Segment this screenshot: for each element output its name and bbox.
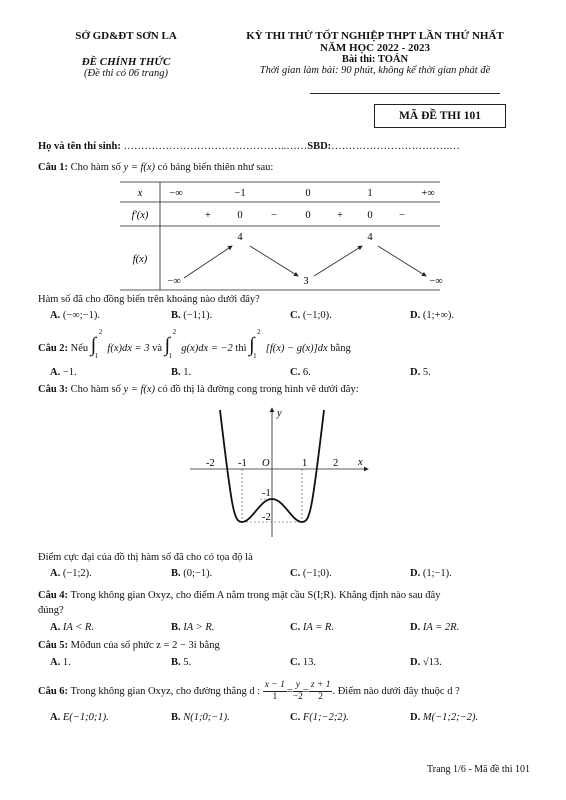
q3-text2: có đồ thị là đường cong trong hình vẽ dưới đây:	[157, 384, 359, 395]
q1-question: Hàm số đã cho đồng biến trên khoảng nào dưới đây?	[38, 294, 260, 305]
q3-option-d[interactable]: D. (1;−1).	[410, 568, 452, 579]
q4-label: Câu 4:	[38, 590, 69, 601]
q4-text-cont: đúng?	[38, 605, 64, 616]
q5-option-b[interactable]: B. 5.	[171, 657, 192, 668]
fraction-3: $\frac{z + 1}{2}$	[310, 680, 331, 702]
question-4-stem	[38, 590, 440, 601]
q1-label: Câu 1:	[38, 162, 69, 173]
official-label: ĐỀ CHÍNH THỨC	[81, 56, 171, 68]
fraction-2: $\frac{y}{-2}$	[292, 680, 303, 702]
q3-option-c[interactable]: C. (−1;0).	[290, 568, 332, 579]
vt-fp-sign: +	[205, 210, 211, 221]
vt-f-label: f(x)	[132, 254, 148, 265]
q2-then: thì	[235, 343, 247, 354]
fraction-1: $\frac{x - 1}{1}$	[264, 680, 285, 702]
q2-pre: Nếu	[70, 343, 89, 354]
q6-option-a[interactable]: A. E(−1;0;1).	[50, 712, 109, 723]
q5-label: Câu 5:	[38, 640, 69, 651]
q3-func: y = f(x)	[123, 384, 156, 395]
vt-fp-sign: −	[399, 210, 405, 221]
graph-x-tick: 1	[302, 458, 308, 469]
q5-option-d[interactable]: D. √13.	[410, 657, 442, 668]
q1-text: Cho hàm số	[70, 162, 121, 173]
q1-option-b[interactable]: B. (−1;1).	[171, 310, 213, 321]
subject: Bài thi: TOÁN	[341, 54, 409, 65]
q6-label: Câu 6:	[38, 685, 69, 697]
integral-sign-2: ∫ 2 1	[164, 328, 177, 360]
sbd-label: SBD:	[307, 141, 332, 152]
q5-option-c[interactable]: C. 13.	[290, 657, 316, 668]
vt-f-value: −∞	[429, 276, 443, 287]
q6-text2: . Điểm nào dưới đây thuộc d ?	[332, 685, 460, 697]
q4-option-a[interactable]: A. IA < R.	[50, 622, 94, 633]
question-1-stem	[38, 162, 273, 173]
q4-option-d[interactable]: D. IA = 2R.	[410, 622, 460, 633]
q4-text: Trong không gian Oxyz, cho điểm A nằm trong mặt cầu S(I;R). Khẳng định nào sau đây	[70, 590, 441, 601]
variation-table	[120, 182, 443, 292]
q3-option-a[interactable]: A. (−1;2).	[50, 568, 92, 579]
school-year: NĂM HỌC 2022 - 2023	[320, 42, 430, 54]
q6-option-d[interactable]: D. M(−1;2;−2).	[410, 712, 479, 723]
department: SỞ GD&ĐT SƠN LA	[75, 30, 177, 42]
q1-option-d[interactable]: D. (1;+∞).	[410, 310, 455, 321]
q6-text: Trong không gian Oxyz, cho đường thẳng d :	[70, 685, 261, 697]
q2-integral-2: g(x)dx = −2	[181, 343, 233, 354]
graph-y-label: y	[277, 408, 282, 419]
q6-option-c[interactable]: C. F(1;−2;2).	[290, 712, 349, 723]
q1-text2: có bảng biến thiên như sau:	[157, 162, 274, 173]
graph-origin: O	[262, 458, 270, 469]
graph-x-tick: -2	[206, 458, 215, 469]
q1-option-c[interactable]: C. (−1;0).	[290, 310, 332, 321]
exam-code-box: MÃ ĐỀ THI 101	[374, 104, 506, 128]
vt-fp-zero: 0	[305, 210, 311, 221]
student-name-label: Họ và tên thí sinh:	[38, 141, 121, 152]
q2-option-c[interactable]: C. 6.	[290, 367, 311, 378]
vt-fp-zero: 0	[367, 210, 373, 221]
vt-f-value: −∞	[167, 276, 181, 287]
header-right	[210, 30, 540, 76]
graph-x-tick: 2	[333, 458, 339, 469]
vt-f-value: 3	[303, 276, 309, 287]
student-info-line	[38, 141, 460, 152]
graph-y-tick: -2	[262, 512, 271, 523]
vt-fp-sign: +	[337, 210, 343, 221]
vt-fp-sign: −	[271, 210, 277, 221]
q4-option-c[interactable]: C. IA = R.	[290, 622, 334, 633]
divider	[310, 93, 500, 94]
vt-f-value: 4	[237, 232, 243, 243]
header-left	[36, 30, 216, 79]
q1-option-a[interactable]: A. (−∞;−1).	[50, 310, 100, 321]
vt-fp-zero: 0	[237, 210, 243, 221]
graph-x-label: x	[358, 457, 363, 468]
student-name-dots: ………………………………………..……	[123, 141, 308, 152]
q3-text: Cho hàm số	[70, 384, 121, 395]
question-5-stem	[38, 640, 220, 651]
q6-option-b[interactable]: B. N(1;0;−1).	[171, 712, 230, 723]
q4-option-b[interactable]: B. IA > R.	[171, 622, 215, 633]
q2-option-d[interactable]: D. 5.	[410, 367, 431, 378]
sbd-dots: …………………………….…	[331, 141, 460, 152]
vt-x-value: 1	[367, 188, 373, 199]
exam-title: KỲ THI THỬ TỐT NGHIỆP THPT LẦN THỨ NHẤT	[246, 30, 504, 42]
vt-arrows	[184, 246, 426, 278]
integral-sign-1: ∫ 2 1	[90, 328, 103, 360]
vt-f-value: 4	[367, 232, 373, 243]
vt-x-value: −∞	[169, 188, 183, 199]
q2-and: và	[152, 343, 163, 354]
page-footer: Trang 1/6 - Mã đề thi 101	[427, 764, 530, 775]
vt-x-value: 0	[305, 188, 311, 199]
q2-label: Câu 2:	[38, 343, 69, 354]
graph-y-tick: -1	[262, 488, 271, 499]
graph-x-tick: -1	[238, 458, 247, 469]
q2-post: bằng	[330, 343, 351, 354]
integral-sign-3: ∫ 2 1	[249, 328, 261, 360]
vt-fp-label: f′(x)	[131, 210, 149, 221]
q5-option-a[interactable]: A. 1.	[50, 657, 71, 668]
q2-integral-1: f(x)dx = 3	[107, 343, 150, 354]
question-6-stem: Câu 6: Trong không gian Oxyz, cho đường thẳng d : $\frac{x - 1}{1}$ = $\frac{y}{-2}$ = $\frac{z + 1}{2}$ . Điểm nào dưới đây thuộc d ?	[38, 680, 460, 702]
exam-time: Thời gian làm bài: 90 phút, không kể thời gian phát đề	[259, 65, 491, 76]
q2-option-a[interactable]: A. −1.	[50, 367, 77, 378]
q1-func: y = f(x)	[123, 162, 156, 173]
q2-integral-3: [f(x) − g(x)]dx	[265, 343, 328, 354]
q3-option-b[interactable]: B. (0;−1).	[171, 568, 213, 579]
question-3-stem	[38, 384, 359, 395]
question-2-stem	[38, 328, 351, 364]
q5-text: Môđun của số phức z = 2 − 3i bằng	[70, 640, 220, 651]
pages-note: (Đề thi có 06 trang)	[84, 68, 168, 79]
q3-label: Câu 3:	[38, 384, 69, 395]
q3-question: Điểm cực đại của đồ thị hàm số đã cho có tọa độ là	[38, 552, 253, 563]
vt-x-value: −1	[234, 188, 246, 199]
q2-option-b[interactable]: B. 1.	[171, 367, 192, 378]
vt-x-label: x	[137, 188, 143, 199]
vt-x-value: +∞	[421, 188, 435, 199]
function-graph	[180, 402, 380, 542]
